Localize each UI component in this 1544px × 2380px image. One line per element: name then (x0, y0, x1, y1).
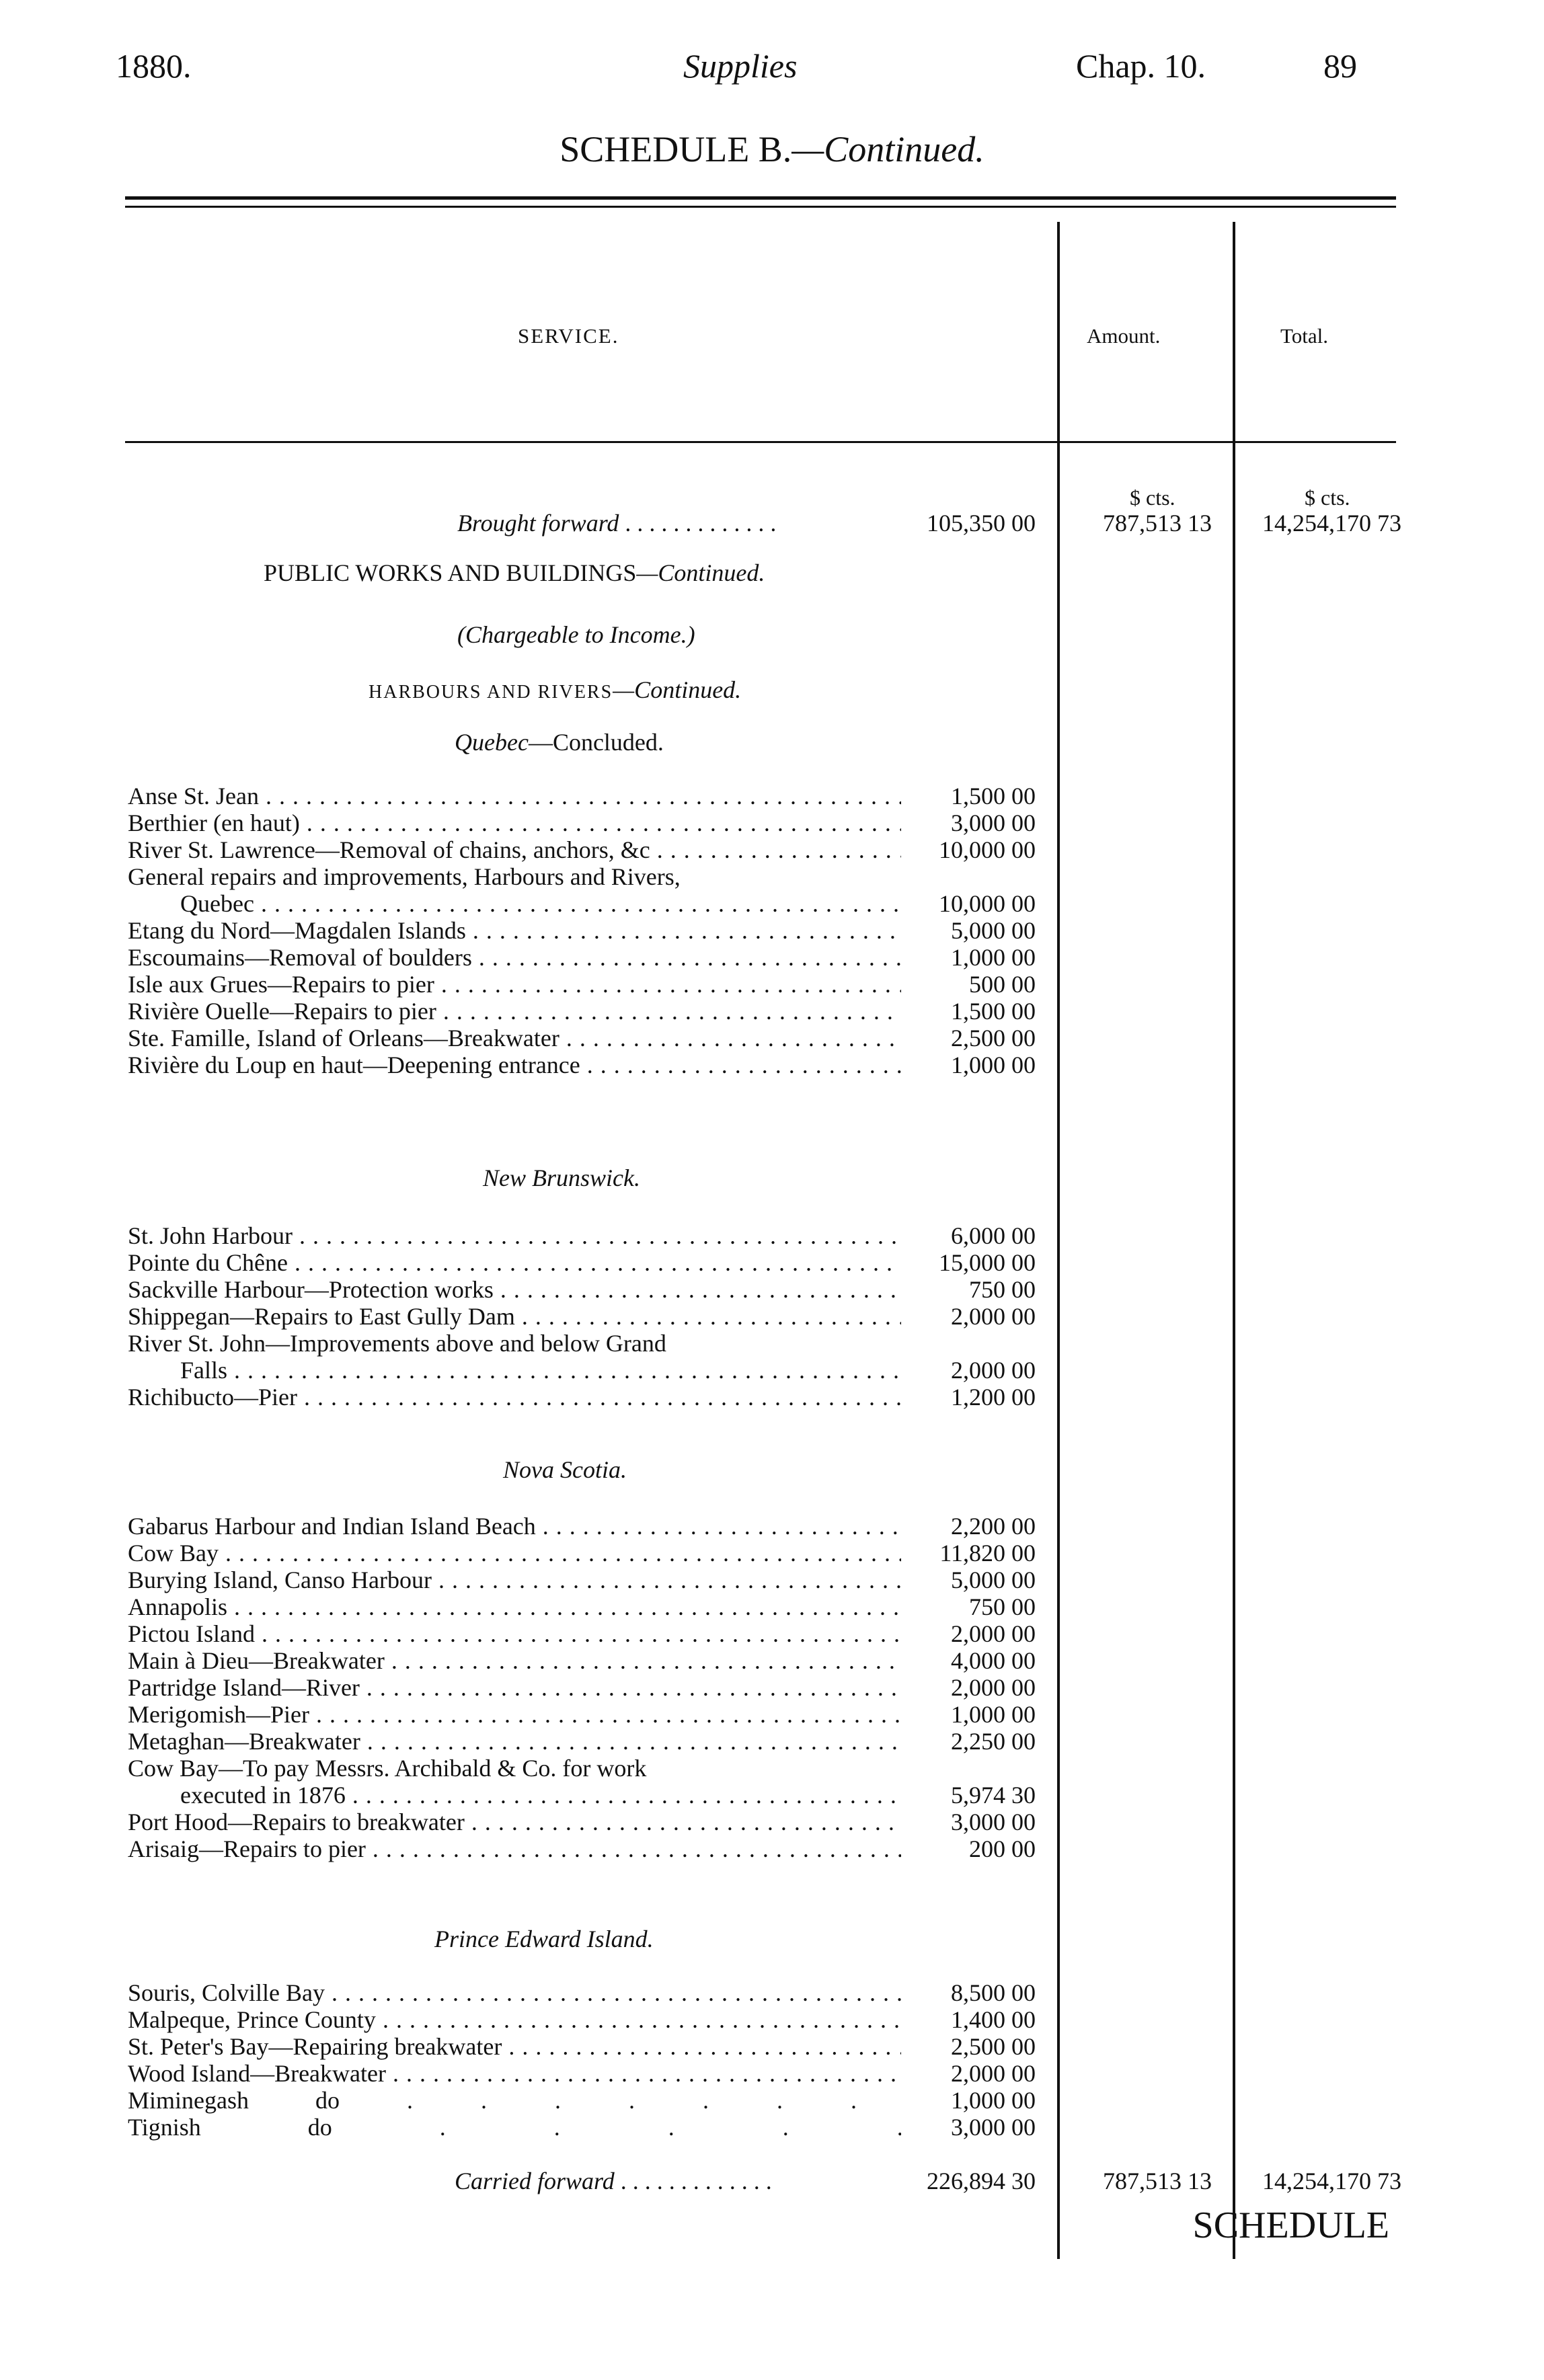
table-row: Metaghan—Breakwater . . . 2,250 00 (128, 1728, 1036, 1755)
row-first-line: Cow Bay—To pay Messrs. Archibald & Co. for work (128, 1755, 647, 1782)
table-row: Escoumains—Removal of boulders . . . 1,000 00 (128, 944, 1036, 971)
carried-forward-subtotal: 226,894 30 (927, 2168, 1036, 2194)
brought-forward-subtotal: 105,350 00 (927, 510, 1036, 537)
table-row: Malpeque, Prince County . . . 1,400 00 (128, 2006, 1036, 2033)
table-row: Arisaig—Repairs to pier . . . 200 00 (128, 1835, 1036, 1862)
carried-forward-total: 14,254,170 73 (1262, 2168, 1401, 2194)
table-row: Falls . . . 2,000 00 (128, 1357, 1036, 1384)
section-title-new-brunswick: New Brunswick. (483, 1164, 640, 1191)
table-row: Sackville Harbour—Protection works . . . 750 00 (128, 1276, 1036, 1303)
table-row: St. Peter's Bay—Repairing breakwater . . . 2,500 00 (128, 2033, 1036, 2060)
total-unit: $ cts. (1305, 485, 1350, 510)
top-double-rule-a (125, 196, 1396, 200)
chargeable-to-income: (Chargeable to Income.) (457, 621, 695, 648)
table-row: Ste. Famille, Island of Orleans—Breakwater . . . 2,500 00 (128, 1025, 1036, 1052)
table-row: Annapolis . . . 750 00 (128, 1593, 1036, 1620)
table-row: Rivière du Loup en haut—Deepening entrance . . . 1,000 00 (128, 1052, 1036, 1078)
row-first-line: General repairs and improvements, Harbours and Rivers, (128, 863, 681, 890)
column-header-total: Total. (1280, 324, 1329, 348)
table-row: Berthier (en haut) . . . 3,000 00 (128, 809, 1036, 836)
column-header-service: SERVICE. (518, 324, 619, 348)
row-first-line: River St. John—Improvements above and below Grand (128, 1330, 666, 1357)
table-row: Cow Bay . . . 11,820 00 (128, 1540, 1036, 1566)
harbours-rivers-heading: HARBOURS AND RIVERS—Continued. (369, 676, 742, 703)
table-row: Gabarus Harbour and Indian Island Beach . . . 2,200 00 (128, 1513, 1036, 1540)
page-number: 89 (1323, 47, 1357, 85)
table-row: Main à Dieu—Breakwater . . . 4,000 00 (128, 1647, 1036, 1674)
table-row: Wood Island—Breakwater . . . 2,000 00 (128, 2060, 1036, 2087)
table-row: executed in 1876 . . . 5,974 30 (128, 1782, 1036, 1809)
brought-forward-label: Brought forward . . . . . . . . . . . . . (457, 510, 777, 537)
table-row: Souris, Colville Bay . . . 8,500 00 (128, 1979, 1036, 2006)
table-row: Pictou Island . . . 2,000 00 (128, 1620, 1036, 1647)
table-row: St. John Harbour . . . 6,000 00 (128, 1222, 1036, 1249)
table-row: River St. Lawrence—Removal of chains, anchors, &c . . . 10,000 00 (128, 836, 1036, 863)
table-row: Pointe du Chêne . . . 15,000 00 (128, 1249, 1036, 1276)
schedule-title-suffix: —Continued. (792, 129, 985, 169)
brought-forward-total: 14,254,170 73 (1262, 510, 1401, 537)
schedule-title (0, 128, 1544, 171)
table-row: Quebec . . . 10,000 00 (128, 890, 1036, 917)
section-title-nova-scotia: Nova Scotia. (503, 1456, 627, 1483)
header-bottom-rule (125, 441, 1396, 443)
amount-unit: $ cts. (1130, 485, 1175, 510)
table-row: Miminegash do . . . 1,000 00 (128, 2087, 1036, 2114)
table-row: Etang du Nord—Magdalen Islands . . . 5,000 00 (128, 917, 1036, 944)
chapter-number: Chap. 10. (1076, 47, 1206, 85)
amount-column-divider (1057, 222, 1060, 2259)
column-header-amount: Amount. (1087, 324, 1161, 348)
carried-forward-label: Carried forward . . . . . . . . . . . . . (455, 2168, 772, 2194)
schedule-title-main: SCHEDULE B. (559, 129, 792, 169)
table-row: Port Hood—Repairs to breakwater . . . 3,000 00 (128, 1809, 1036, 1835)
section-title-pei: Prince Edward Island. (434, 1926, 654, 1952)
table-row: Richibucto—Pier . . . 1,200 00 (128, 1384, 1036, 1411)
carried-forward-amount: 787,513 13 (1103, 2168, 1212, 2194)
table-row: Merigomish—Pier . . . 1,000 00 (128, 1701, 1036, 1728)
table-row: Tignish do . . . 3,000 00 (128, 2114, 1036, 2141)
public-works-heading: PUBLIC WORKS AND BUILDINGS—Continued. (264, 559, 765, 586)
table-row: Isle aux Grues—Repairs to pier . . . 500 00 (128, 971, 1036, 998)
brought-forward-amount: 787,513 13 (1103, 510, 1212, 537)
catchword: SCHEDULE (1192, 2205, 1389, 2246)
table-row: Shippegan—Repairs to East Gully Dam . . . 2,000 00 (128, 1303, 1036, 1330)
table-row: Partridge Island—River . . . 2,000 00 (128, 1674, 1036, 1701)
top-double-rule-b (125, 206, 1396, 208)
section-title-quebec: Quebec—Concluded. (455, 729, 664, 756)
table-row: Anse St. Jean . . . 1,500 00 (128, 783, 1036, 809)
table-row: Burying Island, Canso Harbour . . . 5,000 00 (128, 1566, 1036, 1593)
table-row: Rivière Ouelle—Repairs to pier . . . 1,500 00 (128, 998, 1036, 1025)
page-year: 1880. (116, 47, 192, 85)
running-title: Supplies (683, 47, 798, 85)
